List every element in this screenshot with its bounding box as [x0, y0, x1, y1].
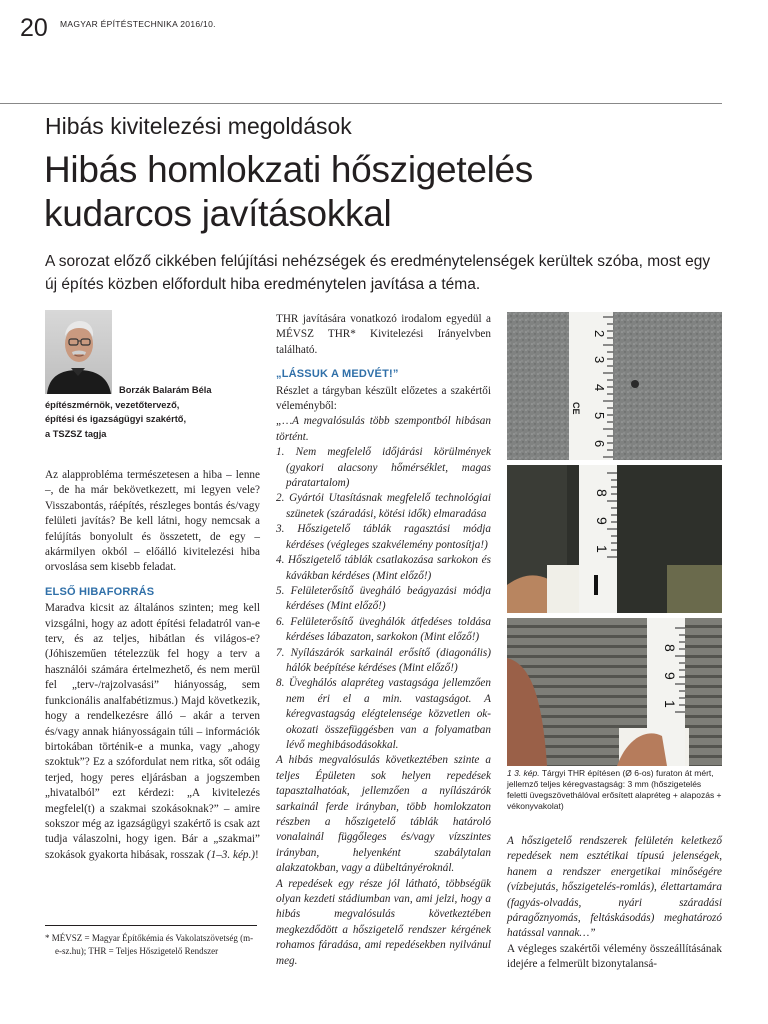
author-block [45, 383, 257, 441]
photo-2-image [507, 465, 722, 613]
list-item: 4. Hőszigetelő táblák csatlakozása sarkokon és kávákban kérdéses (Mint előző!) [276, 554, 491, 582]
figure-reference: (1–3. kép.) [206, 848, 256, 861]
ruler-number: 3 [592, 356, 607, 364]
photo-3-image [507, 618, 722, 766]
quote-intro: „…A megvalósulás több szempontból hibásan történt. [276, 415, 491, 443]
magazine-title: MAGYAR ÉPÍTÉSTECHNIKA 2016/10. [60, 19, 216, 29]
paragraph: Az alapprobléma természetesen a hiba – lenne –, de ha már bekövetkezett, mi legyen vele? Visszabontás, ráépítés, részleges bontás és/vagy felületi javítás? Be kell látni, hogy nemcsak a felújítás bonyolult és összetett, de egy – akármilyen okból – előálló kivitelezési hiba orvoslása sem kisebb feladat. [45, 469, 260, 574]
ruler-number: 1 [594, 545, 610, 553]
paragraph: THR javítására vonatkozó irodalom egyedül a MÉVSZ THR* Kivitelezési Irányelvben található. [276, 313, 491, 356]
ruler-number: 1 [662, 700, 678, 708]
ruler-number: 9 [662, 672, 678, 680]
author-title-2: építési és igazságügyi szakértő, [45, 414, 187, 425]
paragraph-end: ! [255, 848, 259, 861]
paragraph: A végleges szakértői vélemény összeállításának idejére a felmerült bizonytalansá- [507, 942, 722, 971]
paragraph: Részlet a tárgyban készült előzetes a szakértői véleményből: [276, 384, 491, 413]
author-name: Borzák Balarám Béla [119, 385, 212, 395]
paragraph: A hibás megvalósulás következtében szinte a teljes Épületen sok helyen repedések tapasztalhatóak, jellemzően a nyílászárók sarkainál ferde irányban, több homlokzaton részben a hőszigetelő táblák határoló vonalainál függőleges és/vagy vízszintes irányban, helyenként szabálytalan alakzatokban, vagy a dübeltányéroknál. [276, 754, 491, 875]
paragraph: A repedések egy része jól látható, többségük olyan kezdeti stádiumban van, ami jelzi, hogy a hibás megvalósulás következtében megkezdődött a hőszigetelő rendszer kérgének rohamos fáradása, ami repedésekben nyilvánul meg. [276, 877, 491, 967]
body-column-2 [276, 312, 491, 969]
article-title-line1: Hibás homlokzati hőszigetelés [44, 149, 533, 190]
paragraph: A hőszigetelő rendszerek felületén keletkező repedések nem esztétikai típusú jelenségek, hanem a rendszer energetikai minőségére (vízbejutás, hőszigetelés-romlás), élettartamára (fagyás-olvadás, nyári száradási páragőznyomás, feltáskásodás) meghatározó hatással vannak…” [507, 835, 722, 940]
article-kicker: Hibás kivitelezési megoldások [45, 113, 352, 139]
list-item: 3. Hőszigetelő táblák ragasztási módja kérdéses (végleges szakvélemény pontosítja!) [276, 523, 491, 551]
author-portrait [45, 310, 112, 394]
ruler-number: 2 [592, 330, 607, 338]
ruler-number: 4 [592, 384, 607, 392]
footnote: * MÉVSZ = Magyar Építőkémia és Vakolatszövetség (m-e-sz.hu); THR = Teljes Hőszigetelő Rendszer [45, 933, 254, 956]
section-heading: „LÁSSUK A MEDVÉT!” [276, 368, 399, 381]
author-title-3: a TSZSZ tagja [45, 428, 107, 439]
ruler-number: 9 [594, 517, 610, 525]
caption-text: Tárgyi THR építésen (Ø 6-os) furaton át mért, jellemző teljes kéregvastagság: 3 mm (hőszigetelés feletti üvegszövethálóval erősített alapréteg + alapozás + vékonyvakolat) [507, 768, 722, 811]
photo-1-image [507, 312, 722, 460]
author-portrait-image [45, 310, 112, 394]
defect-list [276, 445, 491, 753]
ruler-number: 6 [592, 440, 607, 448]
ruler-number: 5 [592, 412, 607, 420]
list-item: 8. Üveghálós alapréteg vastagsága jellemzően nem éri el a min. vastagságot. A kéregvastagság elégtelensége közvetlen ok-okozati összefüggésben van a folyamatban lévő meghibásodásokkal. [276, 677, 491, 751]
svg-text:CE: CE [571, 402, 581, 415]
article-title-line2: kudarcos javításokkal [44, 193, 392, 234]
list-item: 1. Nem megfelelő időjárási körülmények (gyakori alacsony hőmérséklet, magas páratartalom) [276, 446, 491, 490]
body-column-1 [45, 468, 260, 863]
article-title [44, 148, 734, 236]
paragraph-text: Maradva kicsit az általános szinten; meg kell vizsgálni, hogy az adott építési feladatról van-e terv, és az teljes, hibátlan és világos-e? (Jóhiszeműen tételezzük fel hogy a terv a használói számára értelmezhető, és nem merül fel „terv-/rajzolvasási” hiányosság, sem funkcionális analfabétizmus.) Majd következik, hogy a rendelkezésre álló – akár a terven és/vagy annak hiányosságain túli – információk birtokában történik-e a munka, vagy „ahogy szoktuk”? Ez a szófordulat nem ritka, sőt odáig terjed, hogy peres eljárásban a jogszemben „hivatalból” ezt kérdezi: „A kivitelezés megfelel(t) a szakmai szokásoknak?” – amire sokszor még az igazságügyi szakértő is csak azt tudja válaszolni, hogy igen. Bár a „szakmai” szokások gyakorta hibásak, rosszak [45, 602, 260, 861]
body-column-3 [507, 834, 722, 973]
header-divider [0, 103, 722, 104]
author-title-1: építészmérnök, vezetőtervező, [45, 399, 180, 410]
ruler-number: 8 [662, 644, 678, 652]
ruler-number: 8 [594, 489, 610, 497]
article-lead: A sorozat előző cikkében felújítási nehézségek és eredménytelenségek kerültek szóba, most egy új építés közben előfordult hiba eredménytelen javítása a téma. [45, 253, 711, 293]
photo-2 [507, 465, 722, 613]
paragraph [45, 601, 260, 863]
photo-1 [507, 312, 722, 460]
section-heading: ELSŐ HIBAFORRÁS [45, 585, 155, 598]
page-number: 20 [20, 14, 48, 42]
list-item: 7. Nyílászárók sarkainál erősítő (diagonális) hálók beépítése kérdéses (Mint előző!) [276, 646, 491, 674]
photo-3 [507, 618, 722, 766]
list-item: 5. Felületerősítő üvegháló beágyazási módja kérdéses (Mint előző!) [276, 584, 491, 613]
footnote-divider [45, 925, 257, 926]
list-item: 2. Gyártói Utasításnak megfelelő technológiai szünetek (száradási, kötési idők) elmaradása [276, 492, 491, 520]
caption-label: 1 3. kép. [507, 768, 540, 778]
list-item: 6. Felületerősítő üveghálók átfedéses toldása kérdéses lábazaton, sarkokon (Mint előző!) [276, 615, 491, 644]
photo-caption [507, 768, 722, 812]
